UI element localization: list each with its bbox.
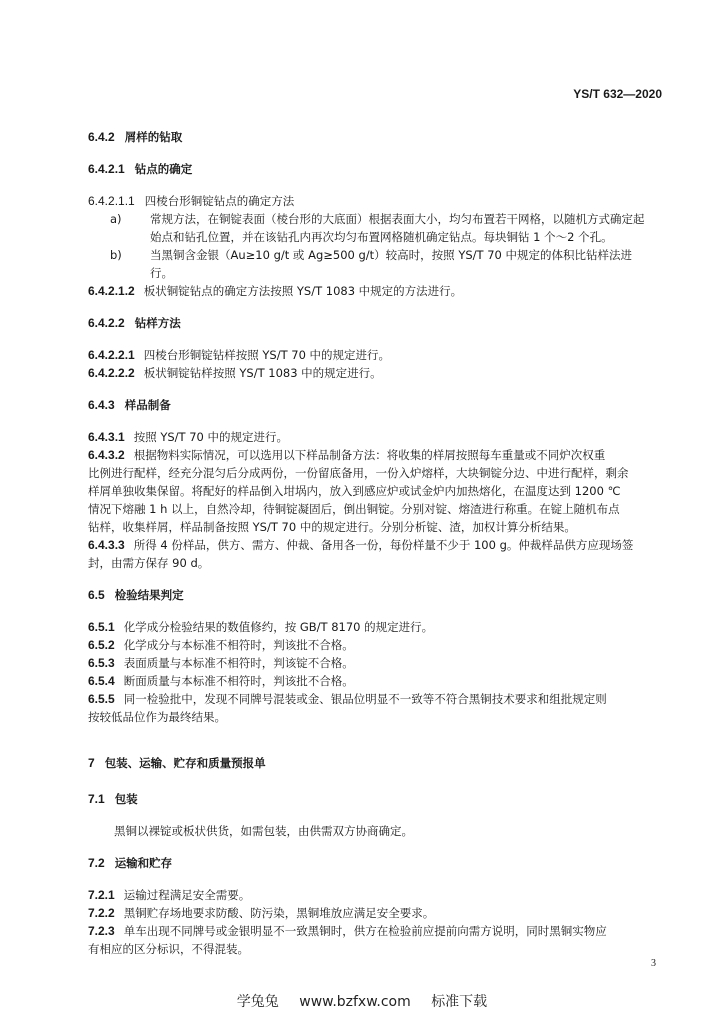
clause-number: 6.5.5 bbox=[88, 692, 115, 706]
section-number: 7.1 bbox=[88, 792, 105, 806]
clause-continuation: 按较低品位作为最终结果。 bbox=[88, 710, 226, 724]
section-title: 检验结果判定 bbox=[114, 588, 184, 602]
block-4 bbox=[88, 246, 662, 282]
section-title: 四棱台形铜锭钻点的确定方法 bbox=[144, 194, 295, 208]
section-number: 6.4.2 bbox=[88, 130, 115, 144]
block-10 bbox=[88, 428, 662, 446]
section-number: 6.4.2.1 bbox=[88, 162, 125, 176]
clause-number: 7.2.2 bbox=[88, 906, 115, 920]
document-code: YS/T 632—2020 bbox=[573, 87, 662, 101]
section-title: 钻样方法 bbox=[134, 316, 181, 330]
block-22 bbox=[88, 854, 662, 872]
block-18 bbox=[88, 690, 662, 726]
block-0 bbox=[88, 128, 662, 146]
section-title: 钻点的确定 bbox=[134, 162, 193, 176]
clause-text: 表面质量与本标准不相符时，判该锭不合格。 bbox=[123, 656, 354, 670]
clause-text: 板状铜锭钻样按照 YS/T 1083 中的规定进行。 bbox=[143, 366, 382, 380]
clause-text: 黑铜贮存场地要求防酸、防污染，黑铜堆放应满足安全要求。 bbox=[123, 906, 435, 920]
clause-continuation: 有相应的区分标识，不得混装。 bbox=[88, 942, 249, 956]
clause-text: 同一检验批中，发现不同牌号混装或金、银品位明显不一致等不符合黑铜技术要求和组批规定则 bbox=[123, 692, 607, 706]
list-item-text: 当黑铜含金银（Au≥10 g/t 或 Ag≥500 g/t）较高时，按照 YS/T 70 中规定的体积比钻样法进 bbox=[150, 248, 632, 262]
clause-text: 所得 4 份样品，供方、需方、仲裁、备用各一份，每份样量不少于 100 g。仲裁样品供方应现场签 bbox=[133, 538, 634, 552]
section-title: 屑样的钻取 bbox=[124, 130, 183, 144]
block-14 bbox=[88, 618, 662, 636]
clause-number: 6.5.4 bbox=[88, 674, 115, 688]
block-1 bbox=[88, 160, 662, 178]
section-title: 样品制备 bbox=[124, 398, 171, 412]
clause-number: 6.4.2.2.2 bbox=[88, 366, 135, 380]
footer-tagline: 标准下载 bbox=[431, 994, 488, 1010]
document-body bbox=[88, 128, 662, 958]
section-title: 包装 bbox=[114, 792, 138, 806]
clause-text: 板状铜锭钻点的确定方法按照 YS/T 1083 中规定的方法进行。 bbox=[143, 284, 463, 298]
clause-continuation: 样屑单独收集保留。将配好的样品倒入坩埚内，放入到感应炉或试金炉内加热熔化，在温度达到 1200 ℃ bbox=[88, 484, 621, 498]
block-16 bbox=[88, 654, 662, 672]
section-title: 运输和贮存 bbox=[114, 856, 173, 870]
block-15 bbox=[88, 636, 662, 654]
clause-number: 6.4.2.1.2 bbox=[88, 284, 135, 298]
section-title: 包装、运输、贮存和质量预报单 bbox=[104, 756, 266, 770]
block-25 bbox=[88, 922, 662, 958]
clause-text: 根据物料实际情况，可以选用以下样品制备方法：将收集的样屑按照每车重量或不同炉次权重 bbox=[133, 448, 606, 462]
clause-text: 按照 YS/T 70 中的规定进行。 bbox=[133, 430, 289, 444]
page-number: 3 bbox=[651, 958, 656, 969]
clause-number: 6.5.1 bbox=[88, 620, 115, 634]
section-number: 6.4.2.2 bbox=[88, 316, 125, 330]
block-24 bbox=[88, 904, 662, 922]
clause-text: 断面质量与本标准不相符时，判该批不合格。 bbox=[123, 674, 354, 688]
clause-number: 6.4.3.3 bbox=[88, 538, 125, 552]
clause-number: 7.2.3 bbox=[88, 924, 115, 938]
clause-number: 6.4.2.2.1 bbox=[88, 348, 135, 362]
clause-text: 化学成分检验结果的数值修约，按 GB/T 8170 的规定进行。 bbox=[123, 620, 434, 634]
clause-continuation: 钻样，收集样屑，样品制备按照 YS/T 70 中的规定进行。分别分析锭、渣，加权计算分析结果。 bbox=[88, 520, 576, 534]
block-8 bbox=[88, 364, 662, 382]
list-marker: a) bbox=[110, 212, 122, 226]
section-number: 6.4.3 bbox=[88, 398, 115, 412]
section-number: 7 bbox=[88, 756, 95, 770]
block-12 bbox=[88, 536, 662, 572]
clause-number: 7.2.1 bbox=[88, 888, 115, 902]
block-3 bbox=[88, 210, 662, 246]
clause-continuation: 情况下熔融 1 h 以上，自然冷却，待铜锭凝固后，倒出铜锭。分别对锭、熔渣进行称重。在锭上随机布点 bbox=[88, 502, 620, 516]
block-23 bbox=[88, 886, 662, 904]
block-11 bbox=[88, 446, 662, 536]
clause-text: 单车出现不同牌号或金银明显不一致黑铜时，供方在检验前应提前向需方说明，同时黑铜实物应 bbox=[123, 924, 607, 938]
block-19 bbox=[88, 754, 662, 772]
block-5 bbox=[88, 282, 662, 300]
block-7 bbox=[88, 346, 662, 364]
clause-continuation: 比例进行配样，经充分混匀后分成两份，一份留底备用，一份入炉熔样，大块铜锭分边、中进行配样，剩余 bbox=[88, 466, 629, 480]
block-6 bbox=[88, 314, 662, 332]
clause-text: 化学成分与本标准不相符时，判该批不合格。 bbox=[123, 638, 354, 652]
footer-url[interactable]: www.bzfxw.com bbox=[299, 994, 411, 1010]
clause-continuation: 封，由需方保存 90 d。 bbox=[88, 556, 210, 570]
footer-watermark bbox=[0, 991, 724, 1011]
footer-site-name: 学兔兔 bbox=[236, 994, 279, 1010]
block-2 bbox=[88, 192, 662, 210]
list-item-text: 行。 bbox=[150, 266, 173, 280]
clause-text: 四棱台形铜锭钻样按照 YS/T 70 中的规定进行。 bbox=[143, 348, 391, 362]
clause-number: 6.4.3.2 bbox=[88, 448, 125, 462]
list-marker: b) bbox=[110, 248, 122, 262]
body-paragraph: 黑铜以裸锭或板状供货，如需包装，由供需双方协商确定。 bbox=[114, 824, 413, 838]
clause-number: 6.5.2 bbox=[88, 638, 115, 652]
list-item-text: 常规方法，在铜锭表面（棱台形的大底面）根据表面大小，均匀布置若干网格，以随机方式确定起 bbox=[150, 212, 645, 226]
clause-text: 运输过程满足安全需要。 bbox=[123, 888, 251, 902]
block-20 bbox=[88, 790, 662, 808]
section-number: 6.5 bbox=[88, 588, 105, 602]
section-number: 7.2 bbox=[88, 856, 105, 870]
block-13 bbox=[88, 586, 662, 604]
block-9 bbox=[88, 396, 662, 414]
clause-number: 6.5.3 bbox=[88, 656, 115, 670]
clause-number: 6.4.3.1 bbox=[88, 430, 125, 444]
section-number: 6.4.2.1.1 bbox=[88, 194, 135, 208]
block-17 bbox=[88, 672, 662, 690]
list-item-text: 始点和钻孔位置，并在该钻孔内再次均匀布置网格随机确定钻点。每块铜钻 1 个～2 个孔。 bbox=[150, 230, 613, 244]
